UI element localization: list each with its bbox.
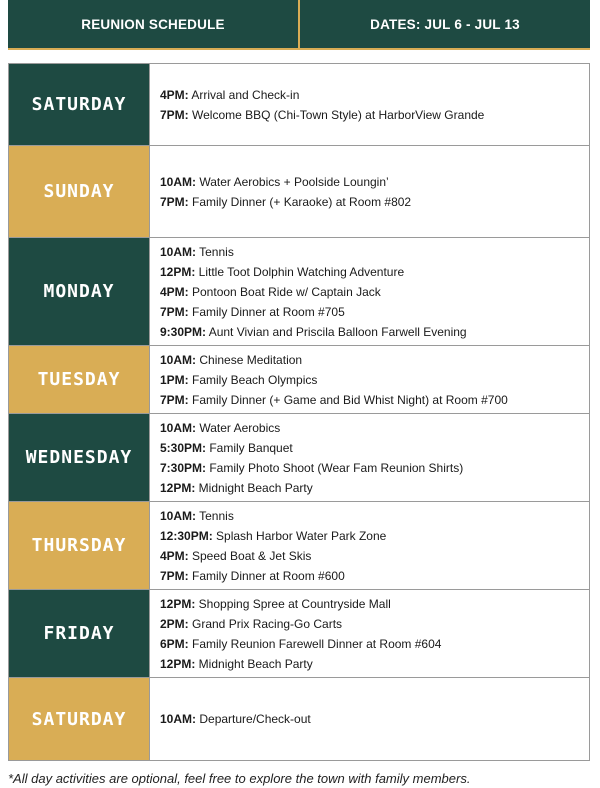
day-row xyxy=(9,414,589,502)
event-item xyxy=(160,282,589,302)
event-description: Tennis xyxy=(196,244,234,259)
event-time: 7:30PM: xyxy=(160,460,207,475)
event-item xyxy=(160,546,589,566)
day-row xyxy=(9,502,589,590)
event-time: 7PM: xyxy=(160,392,189,407)
day-label: TUESDAY xyxy=(9,346,149,413)
day-row xyxy=(9,590,589,678)
event-item xyxy=(160,458,589,478)
day-row xyxy=(9,64,589,146)
event-time: 10AM: xyxy=(160,712,197,726)
event-description: Welcome BBQ (Chi-Town Style) at HarborView Grande xyxy=(188,107,485,122)
event-time: 12PM: xyxy=(160,480,196,495)
event-description: Chinese Meditation xyxy=(196,352,303,367)
event-item xyxy=(160,302,589,322)
event-description: Grand Prix Racing-Go Carts xyxy=(188,616,343,631)
day-events xyxy=(149,238,589,345)
day-row xyxy=(9,346,589,414)
event-time: 10AM: xyxy=(160,508,197,523)
event-item xyxy=(160,418,589,438)
event-time: 10AM: xyxy=(160,174,197,189)
day-label: THURSDAY xyxy=(9,502,149,589)
event-time: 7PM: xyxy=(160,568,189,583)
event-time: 9:30PM: xyxy=(160,324,207,339)
event-item xyxy=(160,526,589,546)
event-time: 12PM: xyxy=(160,264,196,279)
day-label: SUNDAY xyxy=(9,146,149,237)
event-time: 10AM: xyxy=(160,420,197,435)
event-time: 6PM: xyxy=(160,636,189,651)
event-description: Family Photo Shoot (Wear Fam Reunion Shirts) xyxy=(206,460,464,475)
event-description: Tennis xyxy=(196,508,234,523)
event-description: Arrival and Check-in xyxy=(188,87,300,102)
event-description: Midnight Beach Party xyxy=(195,656,313,671)
schedule-table xyxy=(8,63,590,761)
day-label: SATURDAY xyxy=(9,678,149,760)
event-description: Family Dinner at Room #705 xyxy=(188,304,345,319)
event-time: 2PM: xyxy=(160,616,189,631)
event-time: 12PM: xyxy=(160,656,196,671)
day-events xyxy=(149,590,589,677)
day-label: SATURDAY xyxy=(9,64,149,145)
footnote: *All day activities are optional, feel free to explore the town with family members. xyxy=(8,771,471,786)
event-item xyxy=(160,654,589,674)
event-time: 12PM: xyxy=(160,596,196,611)
day-events xyxy=(149,64,589,145)
day-row xyxy=(9,678,589,760)
event-description: Water Aerobics xyxy=(196,420,281,435)
header-title: REUNION SCHEDULE xyxy=(8,0,300,48)
event-description: Family Dinner at Room #600 xyxy=(188,568,345,583)
event-item xyxy=(160,390,589,410)
event-item xyxy=(160,192,589,212)
event-time: 7PM: xyxy=(160,107,189,122)
event-description: Family Dinner (+ Game and Bid Whist Night) at Room #700 xyxy=(188,392,508,407)
event-time: 1PM: xyxy=(160,372,189,387)
event-item xyxy=(160,614,589,634)
event-time: 7PM: xyxy=(160,194,189,209)
event-item xyxy=(160,350,589,370)
event-item xyxy=(160,322,589,342)
day-events xyxy=(149,146,589,237)
header-dates: DATES: JUL 6 - JUL 13 xyxy=(370,16,520,32)
event-item xyxy=(160,566,589,586)
day-label: FRIDAY xyxy=(9,590,149,677)
event-description: Aunt Vivian and Priscila Balloon Farwell Evening xyxy=(206,324,467,339)
event-item xyxy=(160,85,589,105)
event-item xyxy=(160,709,589,729)
event-description: Water Aerobics + Poolside Loungin’ xyxy=(196,174,389,189)
event-description: Splash Harbor Water Park Zone xyxy=(212,528,387,543)
event-description: Family Beach Olympics xyxy=(188,372,318,387)
event-item xyxy=(160,262,589,282)
schedule-header xyxy=(8,0,590,50)
event-item xyxy=(160,242,589,262)
event-description: Midnight Beach Party xyxy=(195,480,313,495)
event-item xyxy=(160,506,589,526)
event-time: 12:30PM: xyxy=(160,528,213,543)
day-label: WEDNESDAY xyxy=(9,414,149,501)
day-label: MONDAY xyxy=(9,238,149,345)
event-item xyxy=(160,172,589,192)
event-item xyxy=(160,105,589,125)
event-time: 5:30PM: xyxy=(160,440,207,455)
event-description: Family Reunion Farewell Dinner at Room #604 xyxy=(188,636,442,651)
event-time: 4PM: xyxy=(160,548,189,563)
day-row xyxy=(9,238,589,346)
event-time: 4PM: xyxy=(160,284,189,299)
event-time: 10AM: xyxy=(160,352,197,367)
event-item xyxy=(160,594,589,614)
day-events xyxy=(149,678,589,760)
event-description: Shopping Spree at Countryside Mall xyxy=(195,596,391,611)
event-description: Family Banquet xyxy=(206,440,293,455)
event-description: Family Dinner (+ Karaoke) at Room #802 xyxy=(188,194,412,209)
day-events xyxy=(149,346,589,413)
event-time: 4PM: xyxy=(160,87,189,102)
event-item xyxy=(160,370,589,390)
event-description: Departure/Check-out xyxy=(196,712,311,726)
event-description: Speed Boat & Jet Skis xyxy=(188,548,312,563)
event-description: Little Toot Dolphin Watching Adventure xyxy=(195,264,405,279)
day-events xyxy=(149,502,589,589)
event-description: Pontoon Boat Ride w/ Captain Jack xyxy=(188,284,381,299)
day-events xyxy=(149,414,589,501)
event-time: 10AM: xyxy=(160,244,197,259)
event-item xyxy=(160,634,589,654)
event-item xyxy=(160,438,589,458)
event-item xyxy=(160,478,589,498)
event-time: 7PM: xyxy=(160,304,189,319)
day-row xyxy=(9,146,589,238)
